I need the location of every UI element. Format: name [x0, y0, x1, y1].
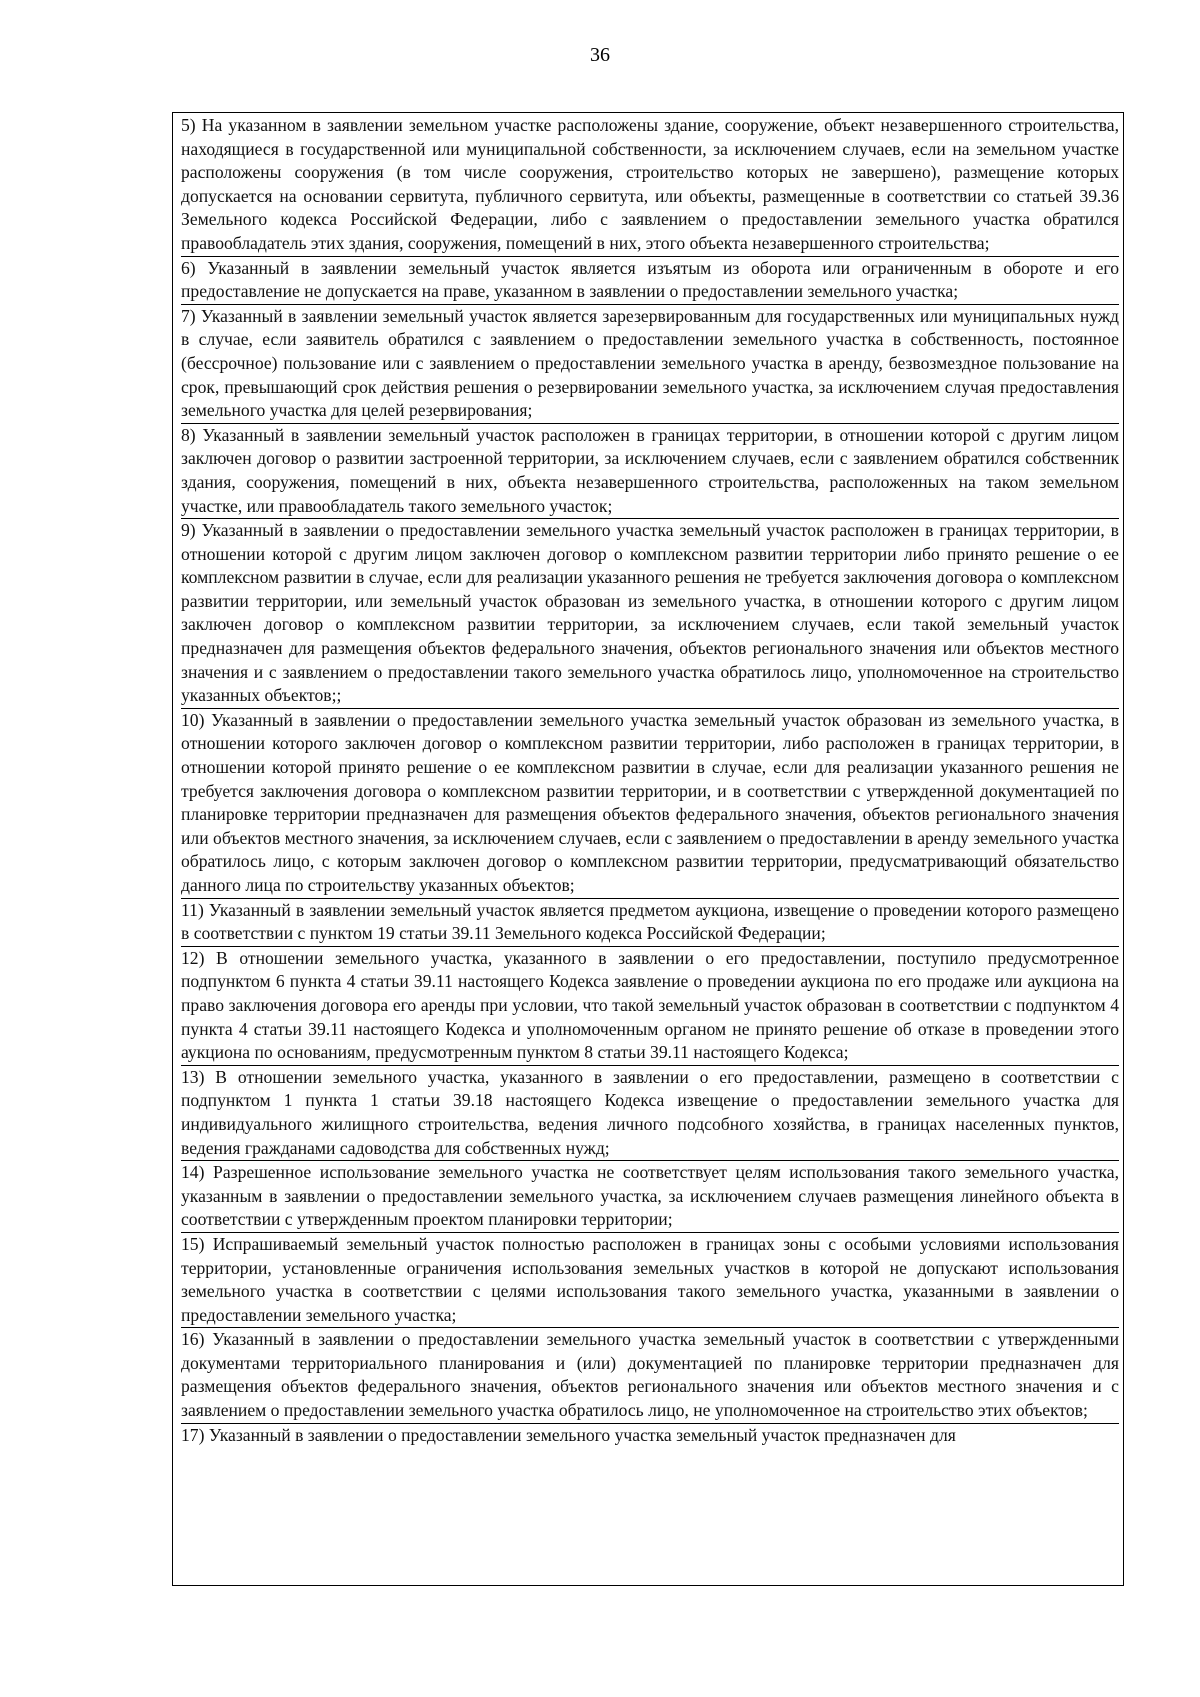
table-row: 13) В отношении земельного участка, указанного в заявлении о его предоставлении, размещено в соответствии с подпунктом 1 пункта 1 статьи 39.18 настоящего Кодекса извещение о предоставлении земельного участка для индивидуального жилищного строительства, ведения личного подсобного хозяйства, в границах населенных пунктов, ведения гражданами садоводства для собственных нужд; — [181, 1065, 1119, 1160]
table-row: 11) Указанный в заявлении земельный участок является предметом аукциона, извещение о проведении которого размещено в соответствии с пунктом 19 статьи 39.11 Земельного кодекса Российской Федерации; — [181, 898, 1119, 946]
table-row: 15) Испрашиваемый земельный участок полностью расположен в границах зоны с особыми условиями использования территории, установленные ограничения использования земельных участков в которой не допускают использования земельного участка в соответствии с целями использования такого земельного участка, указанными в заявлении о предоставлении земельного участка; — [181, 1232, 1119, 1327]
table-row: 9) Указанный в заявлении о предоставлении земельного участка земельный участок расположен в границах территории, в отношении которой с другим лицом заключен договор о комплексном развитии территории либо принято решение о ее комплексном развитии в случае, если для реализации указанного решения не требуется заключения договора о комплексном развитии территории, или земельный участок образован из земельного участка, в отношении которого с другим лицом заключен договор о комплексном развитии территории, за исключением случаев, если такой земельный участок предназначен для размещения объектов федерального значения, объектов регионального значения или объектов местного значения и с заявлением о предоставлении такого земельного участка обратилось лицо, уполномоченное на строительство указанных объектов;; — [181, 518, 1119, 708]
table-row: 8) Указанный в заявлении земельный участок расположен в границах территории, в отношении которой с другим лицом заключен договор о развитии застроенной территории, за исключением случаев, если с заявлением обратился собственник здания, сооружения, помещений в них, объекта незавершенного строительства, расположенных на таком земельном участке, или правообладатель такого земельного участок; — [181, 423, 1119, 518]
table-row: 17) Указанный в заявлении о предоставлении земельного участка земельный участок предназначен для — [181, 1423, 1119, 1448]
page-number: 36 — [590, 44, 610, 66]
conditions-table — [172, 112, 1124, 1586]
table-row: 6) Указанный в заявлении земельный участок является изъятым из оборота или ограниченным в обороте и его предоставление не допускается на праве, указанном в заявлении о предоставлении земельного участка; — [181, 256, 1119, 304]
table-row: 5) На указанном в заявлении земельном участке расположены здание, сооружение, объект незавершенного строительства, находящиеся в государственной или муниципальной собственности, за исключением случаев, если на земельном участке расположены сооружения (в том числе сооружения, строительство которых не завершено), размещение которых допускается на основании сервитута, публичного сервитута, или объекты, размещенные в соответствии со статьей 39.36 Земельного кодекса Российской Федерации, либо с заявлением о предоставлении земельного участка обратился правообладатель этих здания, сооружения, помещений в них, этого объекта незавершенного строительства; — [181, 115, 1119, 253]
table-row: 14) Разрешенное использование земельного участка не соответствует целям использования такого земельного участка, указанным в заявлении о предоставлении земельного участка, за исключением случаев размещения линейного объекта в соответствии с утвержденным проектом планировки территории; — [181, 1160, 1119, 1232]
table-row: 7) Указанный в заявлении земельный участок является зарезервированным для государственных или муниципальных нужд в случае, если заявитель обратился с заявлением о предоставлении земельного участка в собственность, постоянное (бессрочное) пользование или с заявлением о предоставлении земельного участка в аренду, безвозмездное пользование на срок, превышающий срок действия решения о резервировании земельного участка, за исключением случая предоставления земельного участка для целей резервирования; — [181, 304, 1119, 423]
table-row: 16) Указанный в заявлении о предоставлении земельного участка земельный участок в соответствии с утвержденными документами территориального планирования и (или) документацией по планировке территории предназначен для размещения объектов федерального значения, объектов регионального значения или объектов местного значения и с заявлением о предоставлении земельного участка обратилось лицо, не уполномоченное на строительство этих объектов; — [181, 1327, 1119, 1422]
table-row: 12) В отношении земельного участка, указанного в заявлении о его предоставлении, поступило предусмотренное подпунктом 6 пункта 4 статьи 39.11 настоящего Кодекса заявление о проведении аукциона по его продаже или аукциона на право заключения договора его аренды при условии, что такой земельный участок образован в соответствии с подпунктом 4 пункта 4 статьи 39.11 настоящего Кодекса и уполномоченным органом не принято решение об отказе в проведении этого аукциона по основаниям, предусмотренным пунктом 8 статьи 39.11 настоящего Кодекса; — [181, 946, 1119, 1065]
table-row: 10) Указанный в заявлении о предоставлении земельного участка земельный участок образован из земельного участка, в отношении которого заключен договор о комплексном развитии территории, либо расположен в границах территории, в отношении которой принято решение о ее комплексном развитии в случае, если для реализации указанного решения не требуется заключения договора о комплексном развитии территории, и в соответствии с утвержденной документацией по планировке территории предназначен для размещения объектов федерального значения, объектов регионального значения или объектов местного значения, за исключением случаев, если с заявлением о предоставлении в аренду земельного участка обратилось лицо, с которым заключен договор о комплексном развитии территории, предусматривающий обязательство данного лица по строительству указанных объектов; — [181, 708, 1119, 898]
